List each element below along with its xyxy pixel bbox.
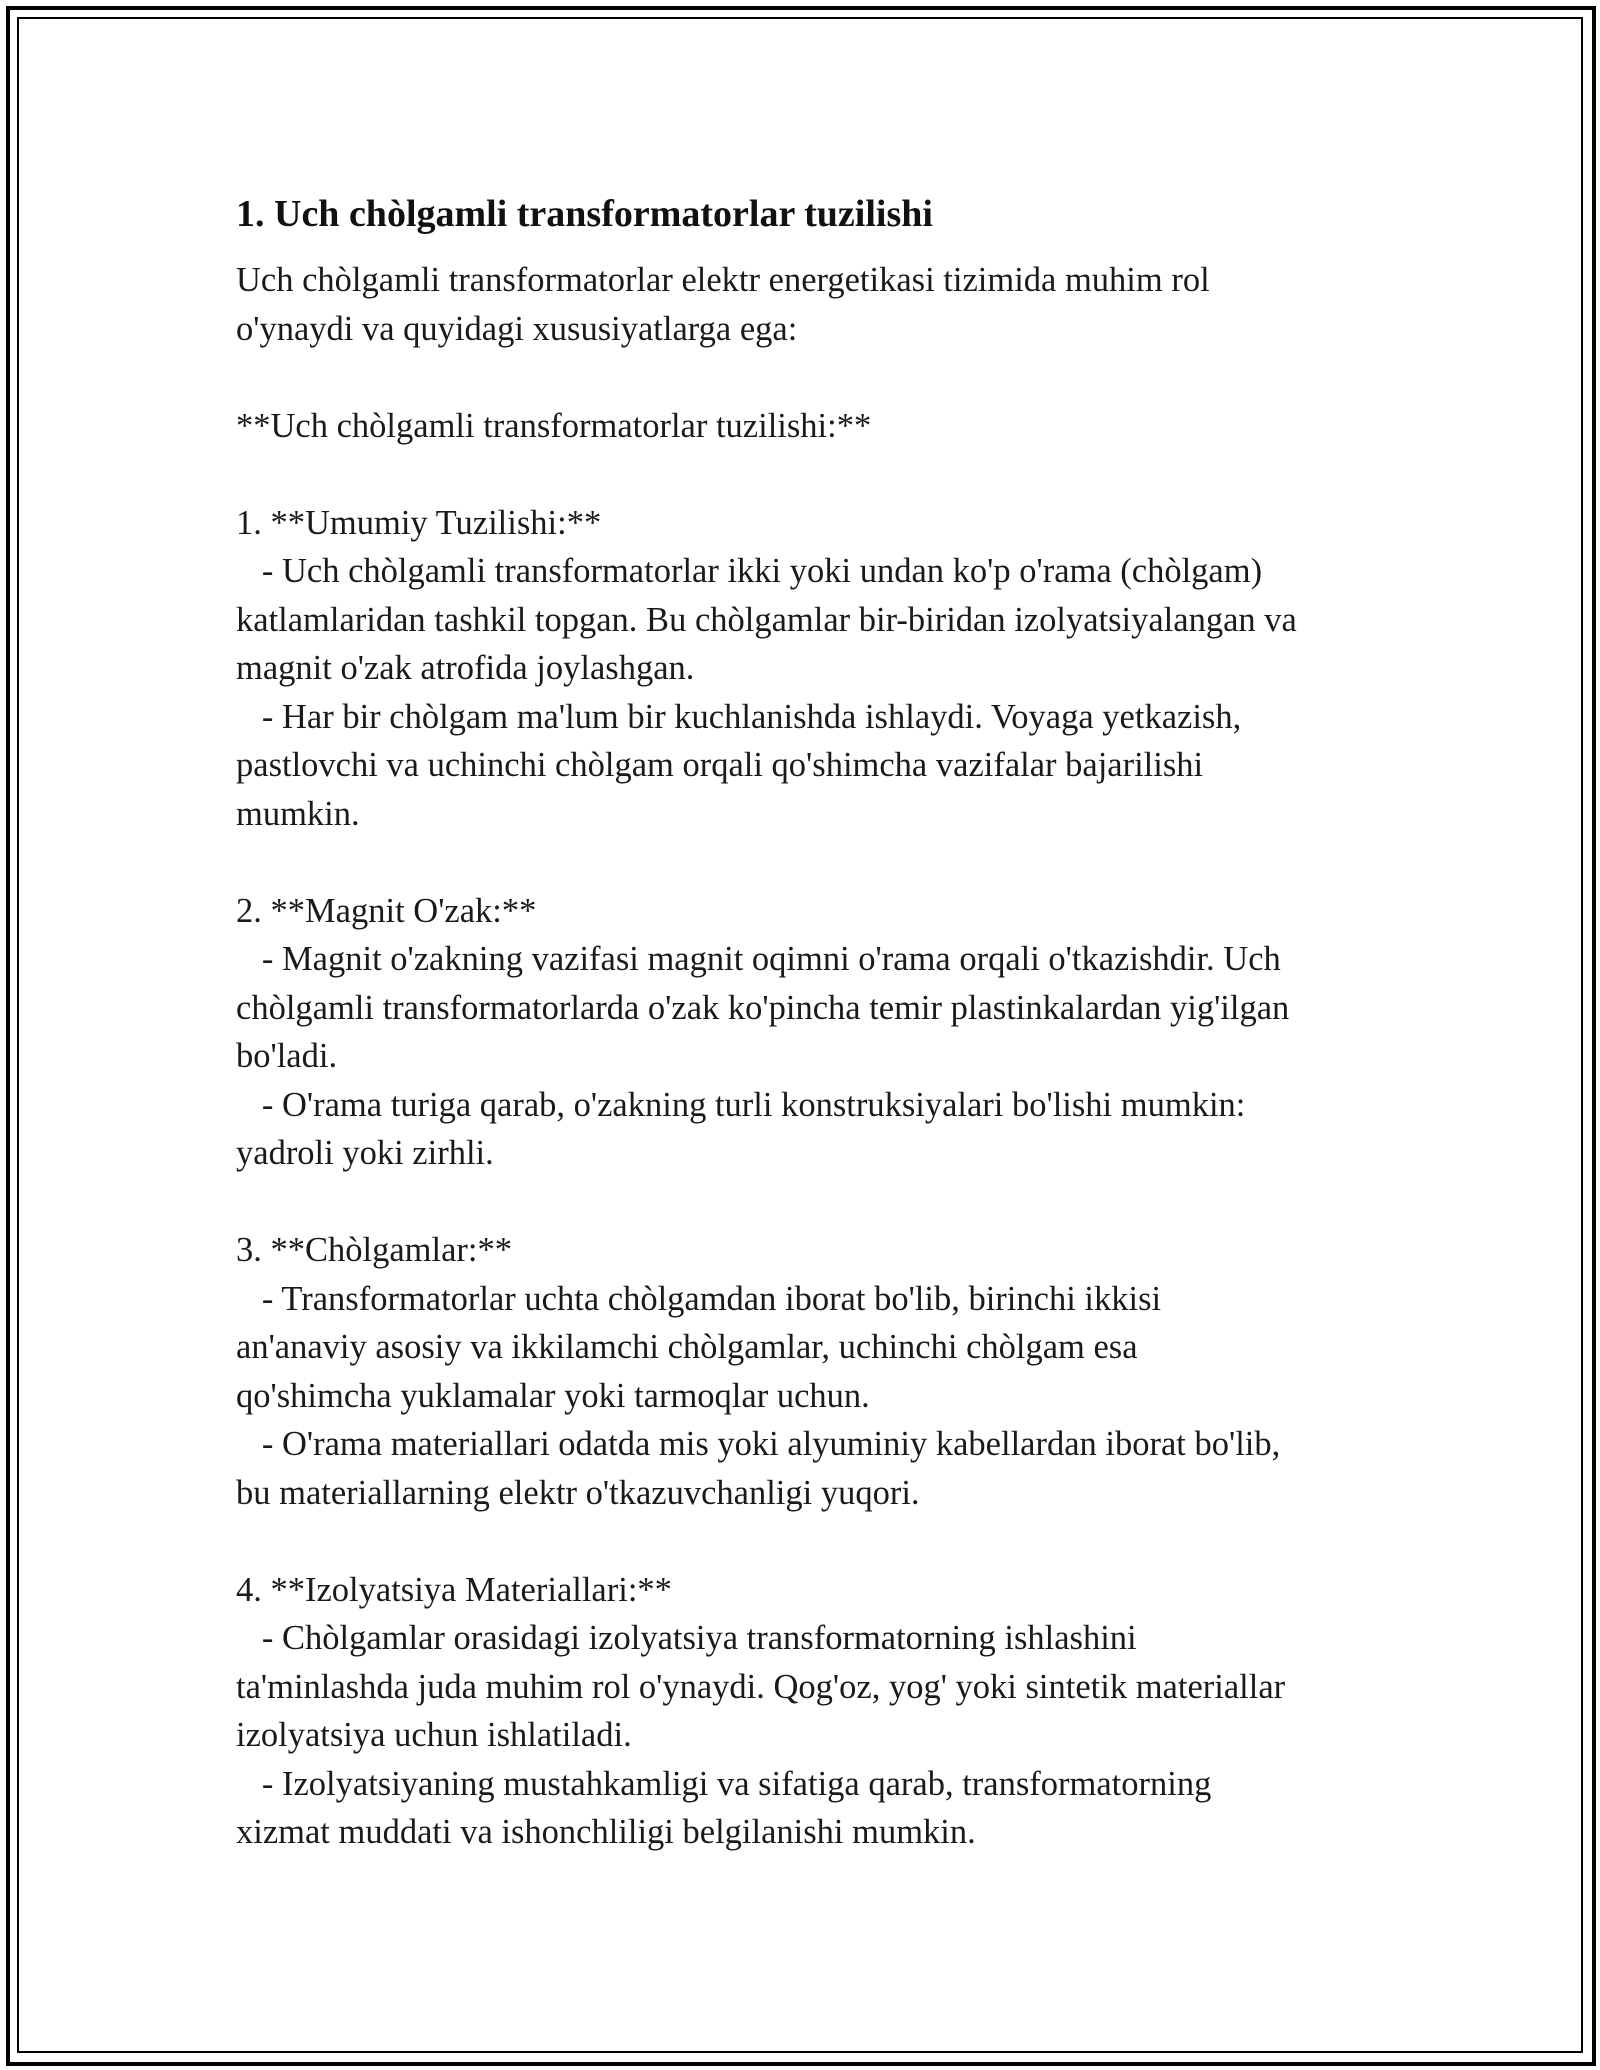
section-line: - Chòlgamlar orasidagi izolyatsiya transformatorning ishlashini	[236, 1619, 1137, 1657]
document-body	[236, 182, 1376, 1857]
section-line: yadroli yoki zirhli.	[236, 1134, 494, 1172]
section-izolyatsiya-materiallari	[236, 1566, 1376, 1857]
section-line: katlamlaridan tashkil topgan. Bu chòlgamlar bir-biridan izolyatsiyalangan va	[236, 600, 1297, 639]
spacer	[236, 353, 1376, 402]
section-cholgamlar	[236, 1226, 1376, 1517]
section-line: pastlovchi va uchinchi chòlgam orqali qo'shimcha vazifalar bajarilishi	[236, 746, 1204, 784]
section-line: qo'shimcha yuklamalar yoki tarmoqlar uchun.	[236, 1376, 870, 1415]
spacer	[236, 450, 1376, 499]
spacer	[236, 1178, 1376, 1227]
section-line: chòlgamli transformatorlarda o'zak ko'pincha temir plastinkalardan yig'ilgan	[236, 988, 1290, 1027]
spacer	[236, 1517, 1376, 1566]
section-heading: 1. **Umumiy Tuzilishi:**	[236, 503, 602, 542]
intro-line: o'ynaydi va quyidagi xususiyatlarga ega:	[236, 309, 798, 348]
section-line: bu materiallarning elektr o'tkazuvchanligi yuqori.	[236, 1473, 920, 1512]
section-line: - Transformatorlar uchta chòlgamdan iborat bo'lib, birinchi ikkisi	[236, 1279, 1162, 1318]
section-subtitle: **Uch chòlgamli transformatorlar tuzilishi:**	[236, 406, 872, 445]
section-line: - Izolyatsiyaning mustahkamligi va sifatiga qarab, transformatorning	[236, 1764, 1212, 1803]
section-line: - Magnit o'zakning vazifasi magnit oqimni o'rama orqali o'tkazishdir. Uch	[236, 940, 1281, 978]
section-line: - Har bir chòlgam ma'lum bir kuchlanishda ishlaydi. Voyaga yetkazish,	[236, 697, 1242, 736]
section-heading: 4. **Izolyatsiya Materiallari:**	[236, 1570, 672, 1609]
section-heading: 2. **Magnit O'zak:**	[236, 891, 537, 930]
section-line: izolyatsiya uchun ishlatiladi.	[236, 1716, 632, 1754]
section-line: - Uch chòlgamli transformatorlar ikki yoki undan ko'p o'rama (chòlgam)	[236, 552, 1263, 590]
section-line: an'anaviy asosiy va ikkilamchi chòlgamlar, uchinchi chòlgam esa	[236, 1328, 1138, 1366]
section-heading: 3. **Chòlgamlar:**	[236, 1231, 512, 1269]
section-umumiy-tuzilishi	[236, 499, 1376, 839]
section-line: xizmat muddati va ishonchliligi belgilanishi mumkin.	[236, 1813, 976, 1851]
intro-line: Uch chòlgamli transformatorlar elektr energetikasi tizimida muhim rol	[236, 261, 1210, 299]
document-title: 1. Uch chòlgamli transformatorlar tuzilishi	[236, 193, 933, 235]
section-line: magnit o'zak atrofida joylashgan.	[236, 649, 695, 687]
section-line: bo'ladi.	[236, 1037, 338, 1075]
spacer	[236, 838, 1376, 887]
section-line: ta'minlashda juda muhim rol o'ynaydi. Qog'oz, yog' yoki sintetik materiallar	[236, 1667, 1286, 1706]
intro-paragraph	[236, 256, 1376, 353]
section-line: - O'rama materiallari odatda mis yoki alyuminiy kabellardan iborat bo'lib,	[236, 1425, 1281, 1463]
section-magnit-ozak	[236, 887, 1376, 1178]
section-line: - O'rama turiga qarab, o'zakning turli konstruksiyalari bo'lishi mumkin:	[236, 1085, 1246, 1124]
section-line: mumkin.	[236, 794, 360, 833]
